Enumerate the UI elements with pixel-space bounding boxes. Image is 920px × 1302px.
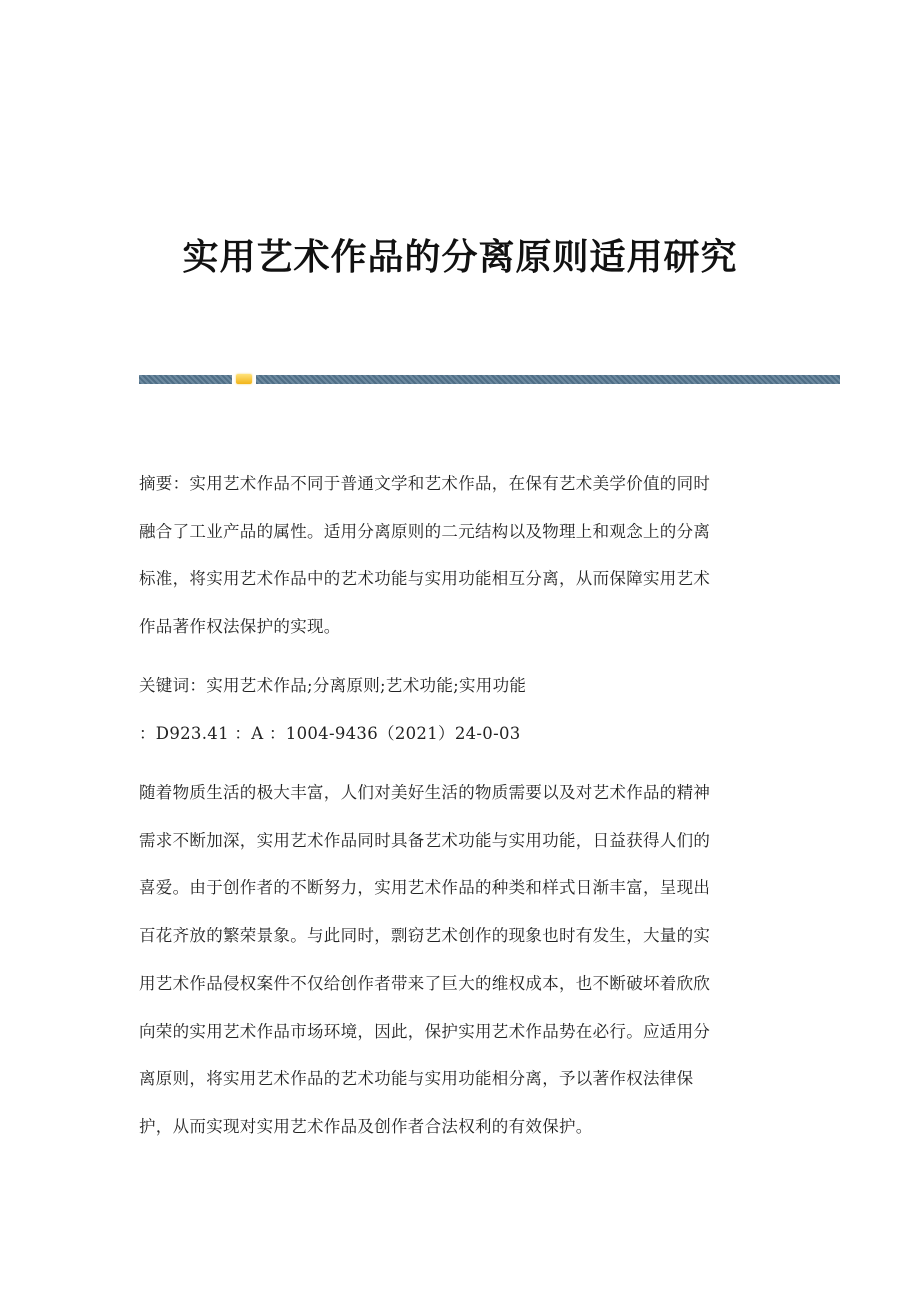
body-line: 用艺术作品侵权案件不仅给创作者带来了巨大的维权成本，也不断破坏着欣欣 — [139, 973, 711, 993]
body-line: 百花齐放的繁荣景象。与此同时，剽窃艺术创作的现象也时有发生，大量的实 — [139, 926, 711, 946]
abstract-line: 融合了工业产品的属性。适用分离原则的二元结构以及物理上和观念上的分离 — [139, 521, 711, 541]
abstract-line: 摘要：实用艺术作品不同于普通文学和艺术作品，在保有艺术美学价值的同时 — [139, 474, 711, 493]
abstract — [139, 460, 779, 651]
abstract-line: 标准，将实用艺术作品中的艺术功能与实用功能相互分离，从而保障实用艺术 — [139, 569, 711, 589]
body-line: 护，从而实现对实用艺术作品及创作者合法权利的有效保护。 — [139, 1116, 593, 1136]
keywords — [139, 662, 779, 710]
body-line: 离原则，将实用艺术作品的艺术功能与实用功能相分离，予以著作权法律保 — [139, 1069, 694, 1089]
body-line: 随着物质生活的极大丰富，人们对美好生活的物质需要以及对艺术作品的精神 — [139, 783, 711, 802]
body-paragraph — [139, 769, 779, 1151]
abstract-line: 作品著作权法保护的实现。 — [139, 617, 341, 637]
classification-line: ：D923.41 ：A ：1004-9436（2021）24-0-03 — [139, 724, 521, 743]
title-divider-left — [139, 375, 232, 384]
page-title: 实用艺术作品的分离原则适用研究 — [182, 237, 738, 279]
classification-info — [139, 710, 779, 758]
divider-ornament-icon — [236, 374, 252, 384]
keywords-line: 关键词：实用艺术作品;分离原则;艺术功能;实用功能 — [139, 676, 527, 695]
title-divider-right — [256, 375, 840, 384]
body-line: 向荣的实用艺术作品市场环境，因此，保护实用艺术作品势在必行。应适用分 — [139, 1021, 711, 1041]
body-line: 需求不断加深，实用艺术作品同时具备艺术功能与实用功能，日益获得人们的 — [139, 830, 711, 850]
body-line: 喜爱。由于创作者的不断努力，实用艺术作品的种类和样式日渐丰富，呈现出 — [139, 878, 711, 898]
